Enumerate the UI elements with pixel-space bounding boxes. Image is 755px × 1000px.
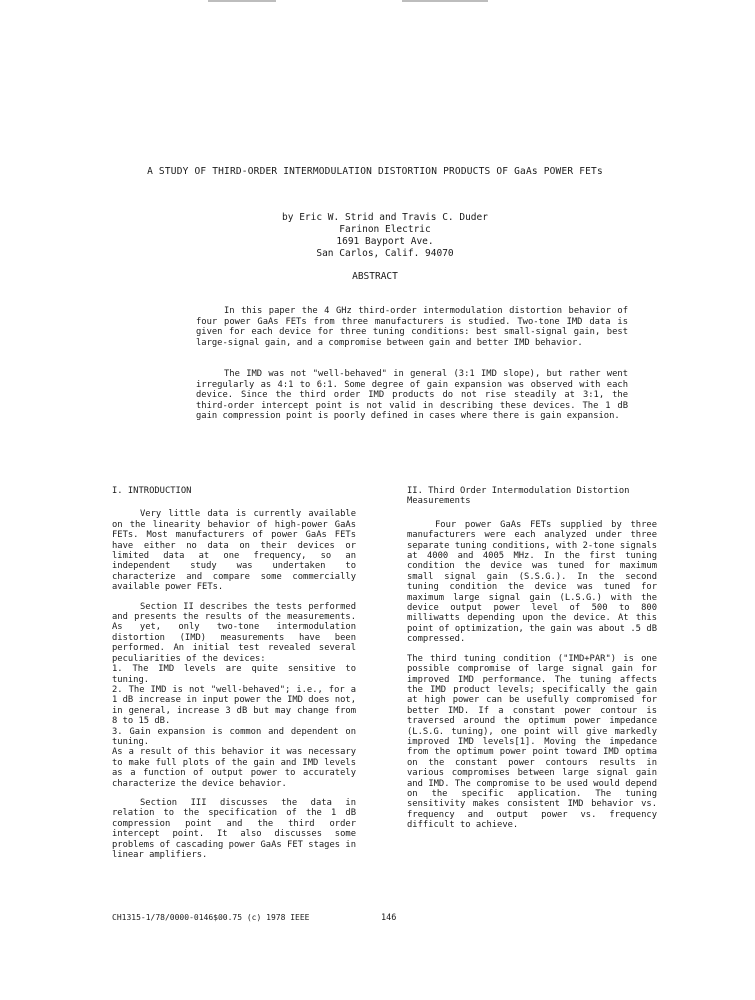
copyright-code: CH1315-1/78/0000-0146$00.75 (c) 1978 IEEE <box>112 913 310 922</box>
affiliation: Farinon Electric <box>339 224 431 235</box>
abstract-heading: ABSTRACT <box>352 271 398 282</box>
intro-paragraph-2: Section II describes the tests performed and presents the results of the measurements. As yet, only two-tone intermodulation distortion (IMD) measurements have been performed. An initial test revealed several peculiarities of the devices: <box>112 601 356 664</box>
paper-title: A STUDY OF THIRD-ORDER INTERMODULATION DISTORTION PRODUCTS OF GaAs POWER FETs <box>147 166 603 177</box>
intro-paragraph-1: Very little data is currently available on the linearity behavior of high-power GaAs FETs. Most manufacturers of power GaAs FETs have either no data on their devices or limited data at one frequency, so an independent study was undertaken to characterize and compare some commercially available power FETs. <box>112 509 356 593</box>
left-column <box>112 486 356 869</box>
intro-paragraph-3: As a result of this behavior it was necessary to make full plots of the gain and IMD levels as a function of output power to accurately characterize the device behavior. <box>112 747 356 789</box>
intro-list-item-3: 3. Gain expansion is common and dependent on tuning. <box>112 726 356 747</box>
abstract-paragraph-1: In this paper the 4 GHz third-order intermodulation distortion behavior of four power GaAs FETs from three manufacturers is studied. Two-tone IMD data is given for each device for three tuning conditions: best small-signal gain, best large-signal gain, and a compromise between gain and better IMD behavior. <box>196 306 628 348</box>
scan-edge-mark <box>402 0 488 2</box>
section-heading-introduction: I. INTRODUCTION <box>112 486 192 496</box>
intro-list-item-2: 2. The IMD is not "well-behaved"; i.e., for a 1 dB increase in input power the IMD does not, in general, increase 3 dB but may change from 8 to 15 dB. <box>112 684 356 727</box>
right-column <box>407 486 657 840</box>
intro-list-item-1: 1. The IMD levels are quite sensitive to tuning. <box>112 664 356 685</box>
address-city: San Carlos, Calif. 94070 <box>316 248 454 259</box>
measurements-paragraph-1: Four power GaAs FETs supplied by three manufacturers were each analyzed under three separate tuning conditions, with 2-tone signals at 4000 and 4005 MHz. In the first tuning condition the device was tuned for maximum small signal gain (S.S.G.). In the second tuning condition the device was tuned for maximum large signal gain (L.S.G.) with the device output power level of 500 to 800 milliwatts depending upon the device. At this point of optimization, the gain was about .5 dB compressed. <box>407 519 657 645</box>
intro-paragraph-4: Section III discusses the data in relation to the specification of the 1 dB compression point and the third order intercept point. It also discusses some problems of cascading power GaAs FET stages in linear amplifiers. <box>112 797 356 860</box>
measurements-paragraph-2: The third tuning condition ("IMD+PAR") is one possible compromise of large signal gain for improved IMD performance. The tuning affects the IMD product levels; specifically the gain at high power can be usefully compromised for better IMD. If a constant power contour is traversed around the optimum power impedance (L.S.G. tuning), one point will give markedly improved IMD levels[1]. Moving the impedance from the optimum power point toward IMD optima on the constant power contours results in various compromises between large signal gain and IMD. The compromise to be used would depend on the specific application. The tuning sensitivity makes consistent IMD behavior vs. frequency and output power vs. frequency difficult to achieve. <box>407 653 657 831</box>
section-heading-measurements: II. Third Order Intermodulation Distortion Measurements <box>407 486 630 507</box>
page-number: 146 <box>381 913 397 923</box>
author-names: by Eric W. Strid and Travis C. Duder <box>282 212 488 223</box>
address-street: 1691 Bayport Ave. <box>336 236 434 247</box>
abstract-paragraph-2: The IMD was not "well-behaved" in general (3:1 IMD slope), but rather went irregularly as 4:1 to 6:1. Some degree of gain expansion was observed with each device. Since the third order IMD products do not rise steadily at 3:1, the third-order intercept point is not valid in describing these devices. The 1 dB gain compression point is poorly defined in cases where there is gain expansion. <box>196 369 628 422</box>
scan-edge-mark <box>208 0 276 2</box>
author-block <box>220 212 550 260</box>
